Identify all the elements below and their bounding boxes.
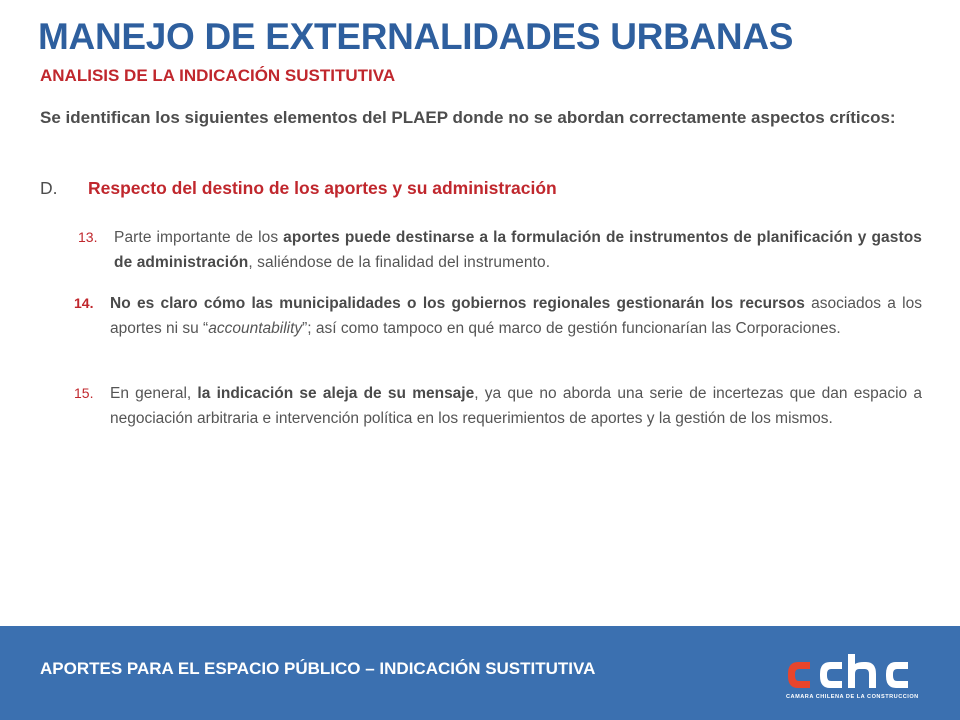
section-title: Respecto del destino de los aportes y su administración [88,178,557,198]
list-item [78,225,922,275]
item-text-bold: la indicación se aleja de su mensaje [197,385,475,402]
logo-caption: CAMARA CHILENA DE LA CONSTRUCCION [786,694,919,700]
item-text-part: , ya que no aborda una serie de incertezas que dan espacio a negociación arbitraria e intervención política en los requerimientos de aportes y la gestión de los mismos. [110,385,922,427]
item-text-part: asociados a los aportes ni su “ [110,295,922,337]
item-number: 14. [74,295,94,311]
item-text-italic: accountability [208,320,303,337]
item-text [110,291,922,341]
item-text [110,381,922,431]
item-number: 15. [74,385,94,401]
item-text [114,225,922,275]
item-text-part: Parte importante de los [114,229,284,246]
item-text-part: ”; así como tampoco en qué marco de gestión funcionarían las Corporaciones. [302,320,841,337]
item-number: 13. [78,229,98,245]
intro-paragraph: Se identifican los siguientes elementos del PLAEP donde no se abordan correctamente aspectos críticos: [40,108,896,127]
item-text-part: En general, [110,385,198,402]
list-item [74,291,922,341]
section-heading [40,178,920,199]
item-text-bold: No es claro cómo las municipalidades o los gobiernos regionales gestionarán los recursos [110,295,805,312]
section-letter: D. [40,178,58,198]
slide-title: MANEJO DE EXTERNALIDADES URBANAS [38,16,794,57]
footer-bar [0,626,960,720]
item-text-bold: aportes puede destinarse a la formulación de instrumentos de planificación y gastos de administración [114,229,922,271]
slide-subtitle: ANALISIS DE LA INDICACIÓN SUSTITUTIVA [40,66,396,85]
list-item [74,381,922,431]
item-text-part: , saliéndose de la finalidad del instrumento. [248,254,551,271]
footer-text: APORTES PARA EL ESPACIO PÚBLICO – INDICACIÓN SUSTITUTIVA [40,659,596,678]
